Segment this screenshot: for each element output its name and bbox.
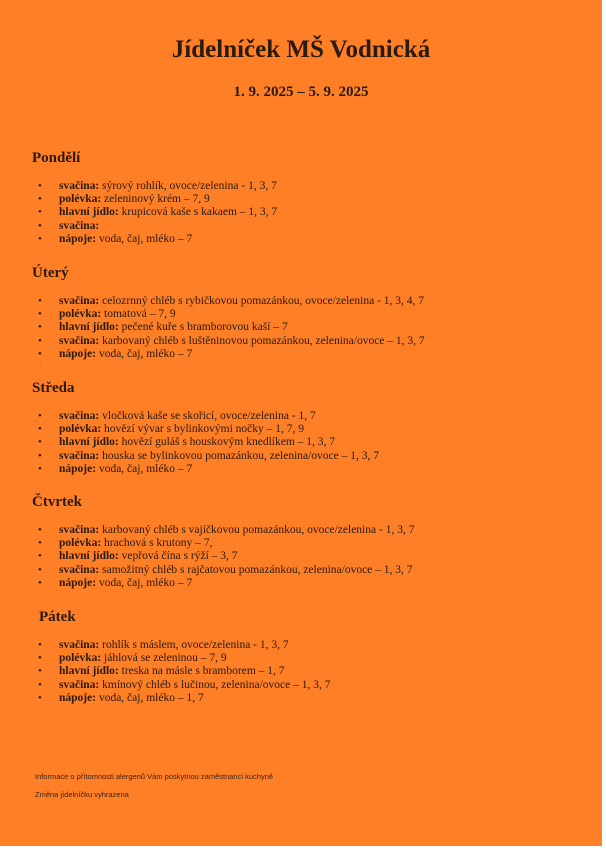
bullet-icon: • [38, 308, 42, 321]
meal-label: svačina: [59, 180, 100, 192]
day-heading: Pátek [39, 609, 76, 625]
bullet-icon: • [38, 563, 42, 576]
meal-text: houska se bylinkovou pomazánkou, zelenina/ovoce – 1, 3, 7 [102, 449, 380, 462]
bullet-icon: • [38, 537, 42, 550]
meal-text: sýrový rohlík, ovoce/zelenina - 1, 3, 7 [102, 180, 277, 192]
meal-label: nápoje: [59, 462, 97, 475]
meal-label: nápoje: [59, 691, 97, 704]
meal-text: tomatová – 7, 9 [104, 308, 176, 321]
meal-text: karbovaný chléb s vajíčkovou pomazánkou, ovoce/zelenina - 1, 3, 7 [102, 524, 415, 536]
allergen-note: Informace o přítomnosti alergenů Vám poskytnou zaměstnanci kuchyně [35, 772, 274, 781]
bullet-icon: • [38, 410, 42, 422]
meal-text: celozrnný chléb s rybičkovou pomazánkou, ovoce/zelenina - 1, 3, 4, 7 [102, 295, 425, 307]
bullet-icon: • [38, 691, 42, 704]
bullet-icon: • [38, 524, 42, 536]
bullet-icon: • [38, 550, 42, 563]
day-heading: Středa [32, 380, 75, 396]
change-note: Změna jídelníčku vyhrazena [35, 790, 129, 799]
day-heading: Pondělí [32, 150, 81, 166]
bullet-icon: • [38, 232, 42, 245]
page-title: Jídelníček MŠ Vodnická [171, 36, 431, 63]
meal-text: samožitný chléb s rajčatovou pomazánkou, zelenina/ovoce – 1, 3, 7 [102, 563, 413, 576]
meal-label: svačina: [59, 219, 100, 232]
meal-text: voda, čaj, mléko – 7 [98, 462, 193, 475]
meal-label: svačina: [59, 295, 100, 307]
date-range: 1. 9. 2025 – 5. 9. 2025 [233, 84, 369, 100]
meal-text: voda, čaj, mléko – 7 [98, 232, 193, 245]
meal-text: vločková kaše se skořicí, ovoce/zelenina - 1, 7 [102, 410, 316, 422]
meal-label: polévka: [59, 537, 102, 550]
bullet-icon: • [38, 678, 42, 691]
meal-label: hlavní jídlo: [59, 206, 119, 219]
bullet-icon: • [38, 652, 42, 665]
meal-text: treska na másle s bramborem – 1, 7 [121, 665, 285, 678]
meal-text: krupicová kaše s kakaem – 1, 3, 7 [121, 206, 278, 219]
meal-label: svačina: [59, 334, 100, 347]
meal-text: hovězí guláš s houskovým knedlíkem – 1, 3, 7 [121, 436, 336, 449]
meal-text: karbovaný chléb s luštěninovou pomazánkou, zelenina/ovoce – 1, 3, 7 [102, 334, 425, 347]
meal-label: svačina: [59, 524, 100, 536]
meal-text: kmínový chléb s lučinou, zelenina/ovoce – 1, 3, 7 [102, 678, 331, 691]
bullet-icon: • [38, 295, 42, 307]
page-edge [602, 0, 606, 850]
meal-text: zeleninový krém – 7, 9 [104, 193, 210, 206]
meal-label: nápoje: [59, 232, 97, 245]
meal-text: vepřová čína s rýží – 3, 7 [121, 550, 238, 563]
meal-label: svačina: [59, 449, 100, 462]
bullet-icon: • [38, 347, 42, 360]
bullet-icon: • [38, 665, 42, 678]
meal-label: polévka: [59, 308, 102, 321]
bullet-icon: • [38, 436, 42, 449]
meal-text: voda, čaj, mléko – 7 [98, 576, 193, 589]
bullet-icon: • [38, 219, 42, 232]
bullet-icon: • [38, 576, 42, 589]
meal-text: hovězí vývar s bylinkovými nočky – 1, 7, 9 [104, 423, 304, 436]
meal-label: nápoje: [59, 576, 97, 589]
day-heading: Úterý [32, 265, 69, 281]
meal-label: hlavní jídlo: [59, 665, 119, 678]
day-heading: Čtvrtek [32, 494, 82, 510]
meal-text: voda, čaj, mléko – 1, 7 [98, 691, 204, 704]
meal-label: polévka: [59, 652, 102, 665]
bullet-icon: • [38, 334, 42, 347]
meal-text: pečené kuře s bramborovou kaší – 7 [121, 321, 288, 334]
meal-label: svačina: [59, 678, 100, 691]
bullet-icon: • [38, 449, 42, 462]
bullet-icon: • [38, 639, 42, 651]
meal-text: hrachová s krutony – 7, [104, 537, 213, 550]
meal-label: svačina: [59, 410, 100, 422]
meal-label: hlavní jídlo: [59, 321, 119, 334]
meal-text: voda, čaj, mléko – 7 [98, 347, 193, 360]
bullet-icon: • [38, 462, 42, 475]
meal-label: nápoje: [59, 347, 97, 360]
page-edge [0, 846, 606, 850]
bullet-icon: • [38, 321, 42, 334]
meal-label: hlavní jídlo: [59, 436, 119, 449]
meal-label: svačina: [59, 563, 100, 576]
meal-label: polévka: [59, 193, 102, 206]
bullet-icon: • [38, 193, 42, 206]
meal-text: jáhlová se zeleninou – 7, 9 [104, 652, 227, 665]
meal-text: rohlík s máslem, ovoce/zelenina - 1, 3, 7 [102, 639, 289, 651]
bullet-icon: • [38, 423, 42, 436]
meal-label: polévka: [59, 423, 102, 436]
bullet-icon: • [38, 206, 42, 219]
bullet-icon: • [38, 180, 42, 192]
meal-label: hlavní jídlo: [59, 550, 119, 563]
meal-label: svačina: [59, 639, 100, 651]
